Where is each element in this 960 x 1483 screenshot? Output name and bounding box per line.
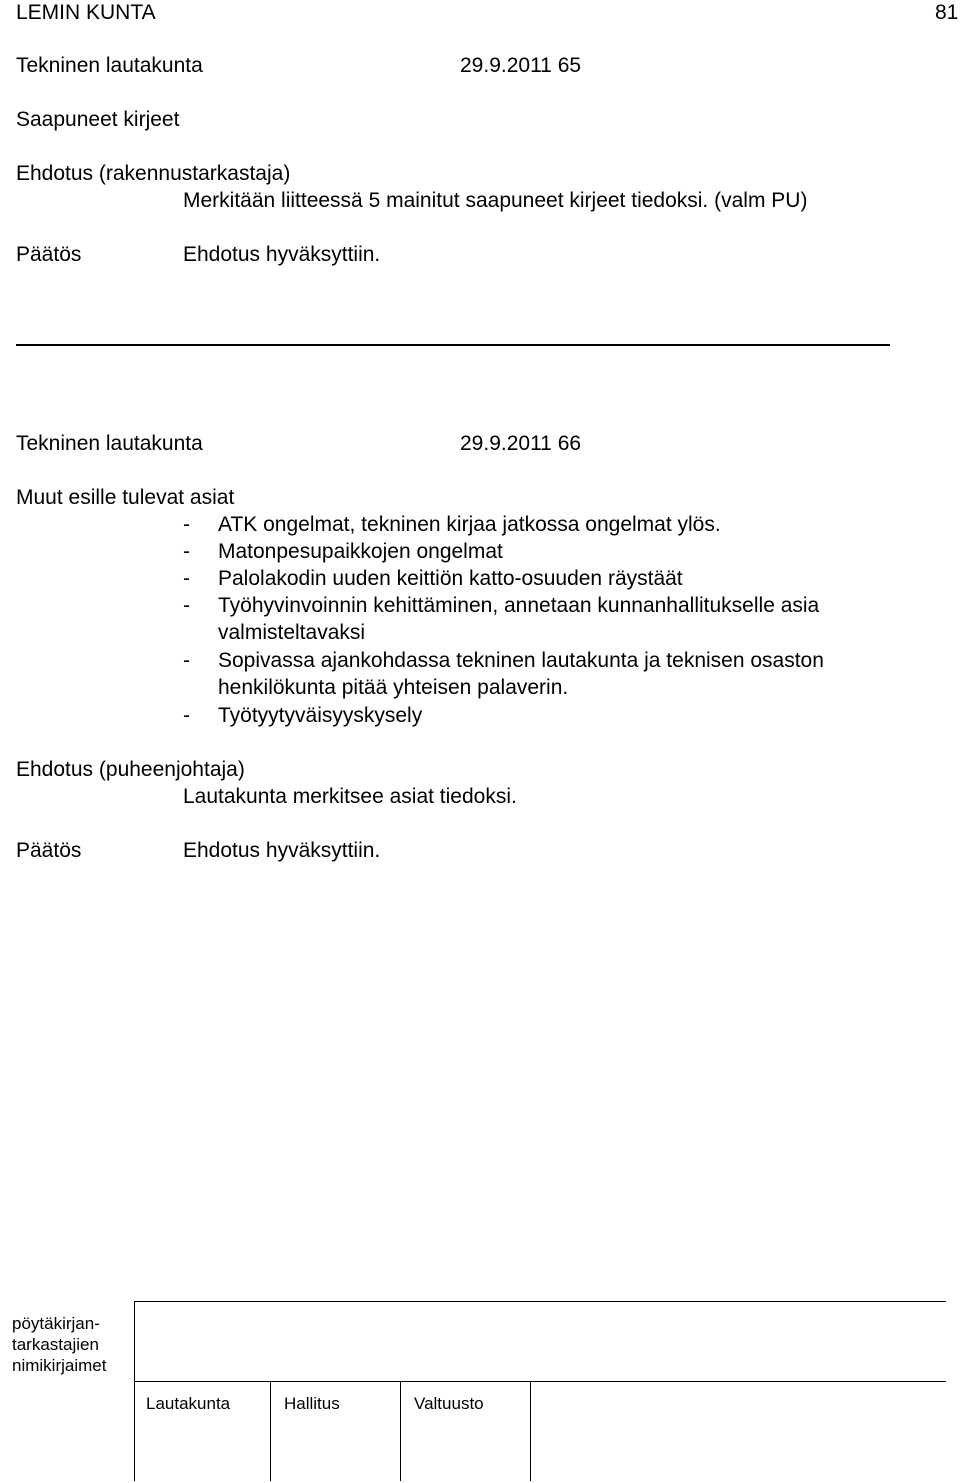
section66-committee: Tekninen lautakunta <box>16 432 203 455</box>
bullet-dash: - <box>183 513 190 536</box>
section66-decision-label: Päätös <box>16 839 82 862</box>
section65-proposal-text: Merkitään liitteessä 5 mainitut saapuneet kirjeet tiedoksi. (valm PU) <box>183 189 808 212</box>
footer-divider-3 <box>530 1381 531 1481</box>
bullet-text: ATK ongelmat, tekninen kirjaa jatkossa ongelmat ylös. <box>218 513 721 536</box>
bullet-text: Työhyvinvoinnin kehittäminen, annetaan kunnanhallitukselle asia <box>218 594 820 617</box>
section65-decision-label: Päätös <box>16 243 82 266</box>
bullet-text: Sopivassa ajankohdassa tekninen lautakunta ja teknisen osaston <box>218 649 824 672</box>
page-number: 81 <box>935 1 959 24</box>
section66-decision-text: Ehdotus hyväksyttiin. <box>183 839 381 862</box>
footer-top-line <box>134 1301 946 1302</box>
bullet-text: Palolakodin uuden keittiön katto-osuuden räystäät <box>218 567 683 590</box>
bullet-dash: - <box>183 594 190 617</box>
section65-decision-text: Ehdotus hyväksyttiin. <box>183 243 381 266</box>
footer-divider-1 <box>270 1381 271 1481</box>
bullet-text-continuation: valmisteltavaksi <box>218 621 366 644</box>
signature-label-line: pöytäkirjan- <box>12 1314 100 1333</box>
signature-label-line: nimikirjaimet <box>12 1356 107 1375</box>
bullet-text-continuation: henkilökunta pitää yhteisen palaverin. <box>218 676 569 699</box>
municipality-name: LEMIN KUNTA <box>16 1 156 24</box>
section66-title: Muut esille tulevat asiat <box>16 486 235 509</box>
footer-column-hallitus: Hallitus <box>284 1394 340 1413</box>
section66-proposal-text: Lautakunta merkitsee asiat tiedoksi. <box>183 785 517 808</box>
footer-middle-line <box>134 1381 946 1382</box>
bullet-dash: - <box>183 540 190 563</box>
section66-date-number: 29.9.2011 66 <box>460 432 582 455</box>
bullet-dash: - <box>183 567 190 590</box>
footer-divider-2 <box>400 1381 401 1481</box>
footer-left-line <box>134 1301 135 1481</box>
section-divider <box>16 344 890 346</box>
bullet-dash: - <box>183 649 190 672</box>
bullet-text: Työtyytyväisyyskysely <box>218 704 423 727</box>
section65-committee: Tekninen lautakunta <box>16 54 203 77</box>
section65-title: Saapuneet kirjeet <box>16 108 180 131</box>
footer-column-lautakunta: Lautakunta <box>146 1394 231 1413</box>
bullet-text: Matonpesupaikkojen ongelmat <box>218 540 503 563</box>
section65-date-number: 29.9.2011 65 <box>460 54 582 77</box>
section65-proposal-label: Ehdotus (rakennustarkastaja) <box>16 162 291 185</box>
bullet-dash: - <box>183 704 190 727</box>
signature-label-line: tarkastajien <box>12 1335 99 1354</box>
footer-column-valtuusto: Valtuusto <box>414 1394 484 1413</box>
section66-proposal-label: Ehdotus (puheenjohtaja) <box>16 758 245 781</box>
